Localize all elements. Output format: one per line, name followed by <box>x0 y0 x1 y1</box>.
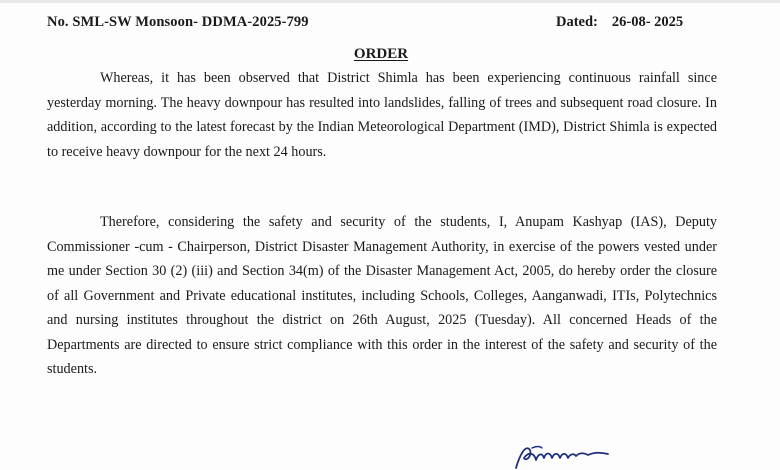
dated-value: 26-08- 2025 <box>611 14 684 30</box>
order-title: ORDER <box>353 46 409 62</box>
reference-number: No. SML-SW Monsoon- DDMA-2025-799 <box>47 14 309 30</box>
date-line <box>556 14 683 31</box>
paragraph-therefore: Therefore, considering the safety and security of the students, I, Anupam Kashyap (IAS), Deputy Commissioner -cum - Chairperson, District Disaster Management Authority, in exercise of the powers vested under me under Section 30 (2) (iii) and Section 34(m) of the Disaster Management Act, 2005, do hereby order the closure of all Government and Private educational institutes, including Schools, Colleges, Aanganwadi, ITIs, Polytechnics and nursing institutes throughout the district on 26th August, 2025 (Tuesday). All concerned Heads of the Departments are directed to ensure strict compliance with this order in the interest of the safety and security of the students. <box>47 214 717 377</box>
signature-icon <box>512 440 612 470</box>
page-top-edge <box>0 0 780 3</box>
paragraph-whereas: Whereas, it has been observed that District Shimla has been experiencing continuous rainfall since yesterday morning. The heavy downpour has resulted into landslides, falling of trees and subsequent road closure. In addition, according to the latest forecast by the Indian Meteorological Department (IMD), District Shimla is expected to receive heavy downpour for the next 24 hours. <box>47 70 717 160</box>
dated-label: Dated: <box>556 14 598 30</box>
